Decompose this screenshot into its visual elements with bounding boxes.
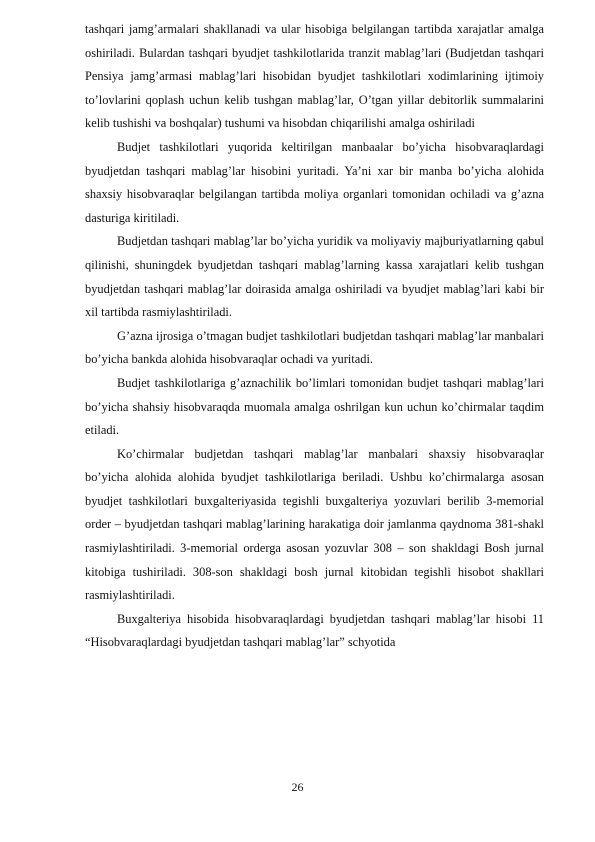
document-body	[85, 18, 544, 655]
paragraph: tashqari jamg’armalari shakllanadi va ular hisobiga belgilangan tartibda xarajatlar amalga oshiriladi. Bulardan tashqari byudjet tashkilotlarida tranzit mablag’lari (Budjetdan tashqari Pensiya jamg’armasi mablag’lari hisobidan byudjet tashkilotlari xodimlarining ijtimoiy to’lovlarini qoplash uchun kelib tushgan mablag’lar, O’tgan yillar debitorlik summalarini kelib tushishi va boshqalar) tushumi va hisobdan chiqarilishi amalga oshiriladi	[85, 22, 544, 131]
paragraph: Buxgalteriya hisobida hisobvaraqlardagi byudjetdan tashqari mablag’lar hisobi 11 “Hisobvaraqlardagi byudjetdan tashqari mablag’lar” schyotida	[85, 611, 544, 650]
paragraph: Budjetdan tashqari mablag’lar bo’yicha yuridik va moliyaviy majburiyatlarning qabul qilinishi, shuningdek byudjetdan tashqari mablag’larning kassa xarajatlari kelib tushgan byudjetdan tashqari mablag’lar doirasida amalga oshiriladi va byudjet mablag’lari kabi bir xil tartibda rasmiylashtiriladi.	[85, 234, 544, 320]
paragraph: Ko’chirmalar budjetdan tashqari mablag’lar manbalari shaxsiy hisobvaraqlar bo’yicha alohida alohida byudjet tashkilotlariga beriladi. Ushbu ko’chirmalarga asosan byudjet tashkilotlari buxgalteriyasida tegishli buxgalteriya yozuvlari berilib 3-memorial order – byudjetdan tashqari mablag’larining harakatiga doir jamlanma qaydnoma 381-shakl rasmiylashtiriladi. 3-memorial orderga asosan yozuvlar 308 – son shakldagi Bosh jurnal kitobiga tushiriladi. 308-son shakldagi bosh jurnal kitobidan tegishli hisobot shakllari rasmiylashtiriladi.	[85, 446, 544, 603]
page-number: 26	[291, 780, 304, 794]
paragraph: G’azna ijrosiga o’tmagan budjet tashkilotlari budjetdan tashqari mablag’lar manbalari bo’yicha bankda alohida hisobvaraqlar ochadi va yuritadi.	[85, 328, 544, 367]
paragraph: Budjet tashkilotlari yuqorida keltirilgan manbaalar bo’yicha hisobvaraqlardagi byudjetdan tashqari mablag’lar hisobini yuritadi. Ya’ni xar bir manba bo’yicha alohida shaxsiy hisobvaraqlar belgilangan tartibda moliya organlari tomonidan ochiladi va g’azna dasturiga kiritiladi.	[85, 139, 544, 225]
paragraph: Budjet tashkilotlariga g’aznachilik bo’limlari tomonidan budjet tashqari mablag’lari bo’yicha shahsiy hisobvaraqda muomala amalga oshrilgan kun uchun ko’chirmalar taqdim etiladi.	[85, 375, 544, 438]
